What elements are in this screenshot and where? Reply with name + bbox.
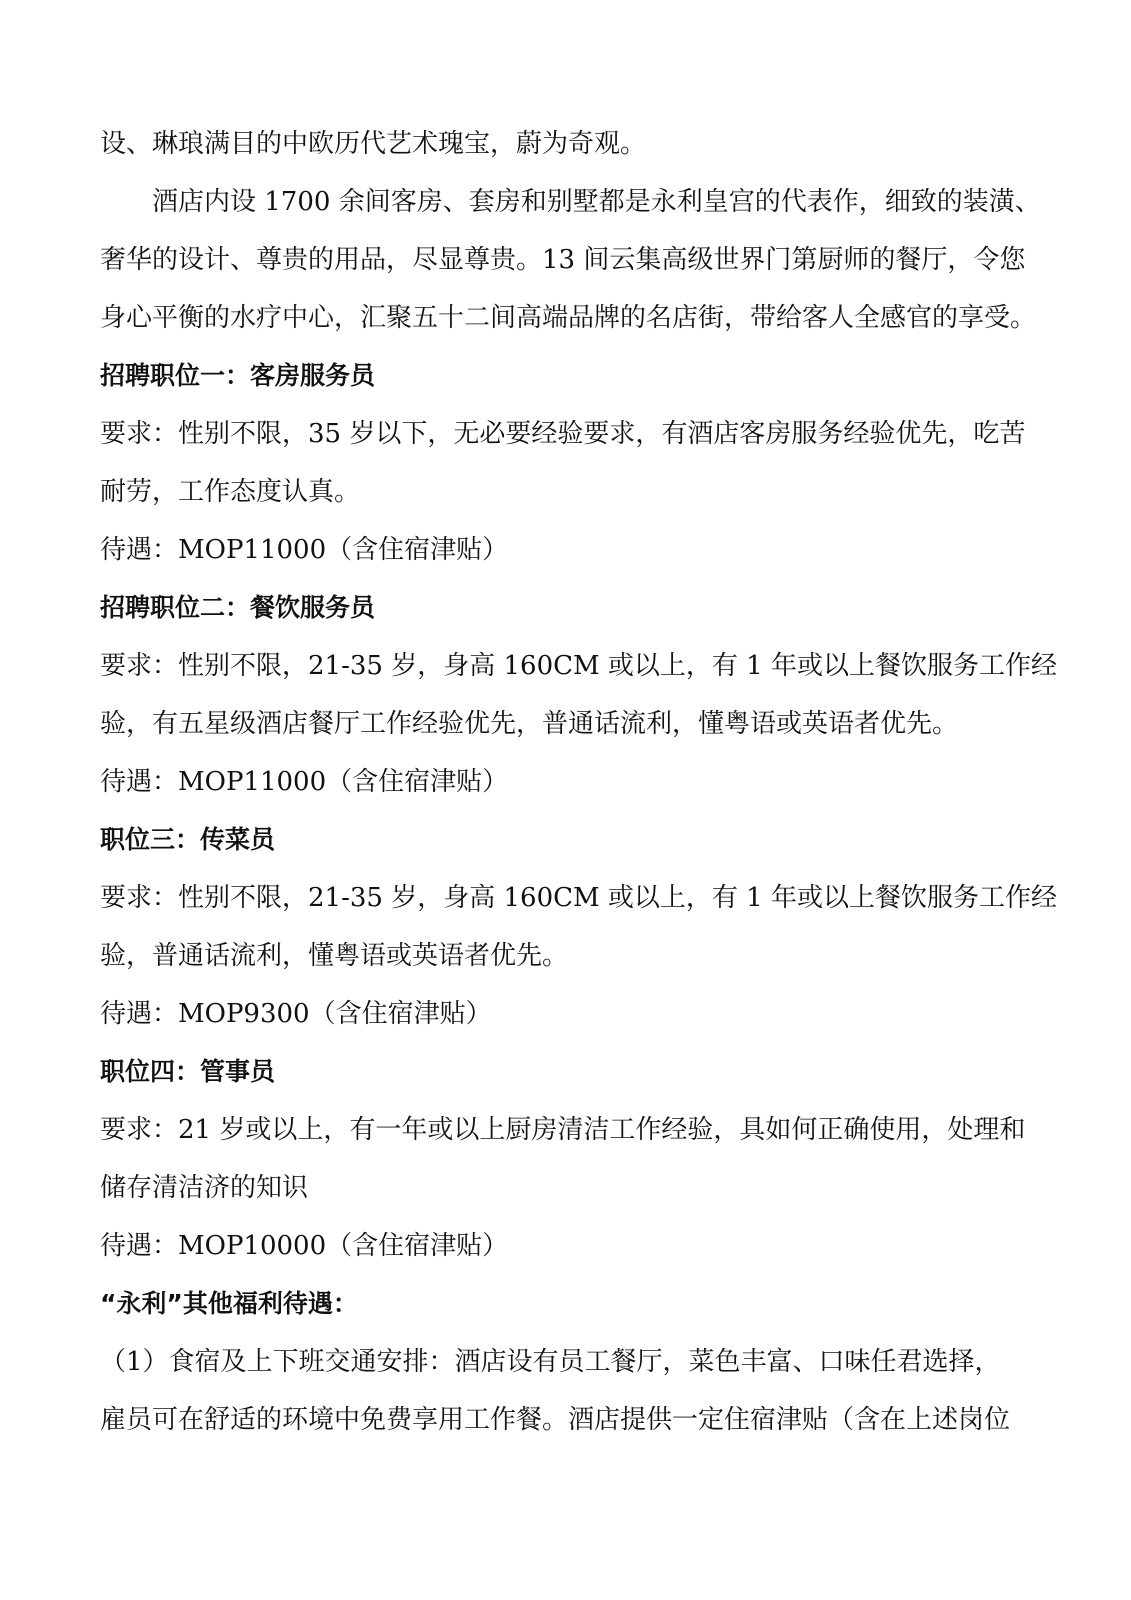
paragraph-line: 身心平衡的水疗中心，汇聚五十二间高端品牌的名店街，带给客人全感官的享受。 xyxy=(100,303,1037,333)
benefits-line: 雇员可在舒适的环境中免费享用工作餐。酒店提供一定住宿津贴（含在上述岗位 xyxy=(100,1405,1011,1435)
requirement-line: 储存清洁济的知识 xyxy=(100,1173,309,1203)
salary-line: 待遇：MOP11000（含住宿津贴） xyxy=(100,767,509,797)
requirement-line: 验，普通话流利，懂粤语或英语者优先。 xyxy=(100,941,569,971)
requirement-line: 要求：性别不限，21-35 岁，身高 160CM 或以上，有 1 年或以上餐饮服务工作经 xyxy=(100,651,1057,681)
paragraph-line: 设、琳琅满目的中欧历代艺术瑰宝，蔚为奇观。 xyxy=(100,129,647,159)
requirement-line: 要求：性别不限，35 岁以下，无必要经验要求，有酒店客房服务经验优先，吃苦 xyxy=(100,419,1026,449)
benefits-line: （1）食宿及上下班交通安排：酒店设有员工餐厅，菜色丰富、口味任君选择， xyxy=(100,1347,1001,1377)
section-heading: 招聘职位一：客房服务员 xyxy=(100,361,376,390)
paragraph-line: 奢华的设计、尊贵的用品，尽显尊贵。13 间云集高级世界门第厨师的餐厅，令您 xyxy=(100,245,1026,275)
section-heading: 职位三：传菜员 xyxy=(100,825,276,854)
section-heading: 招聘职位二：餐饮服务员 xyxy=(100,593,376,622)
requirement-line: 要求：21 岁或以上，有一年或以上厨房清洁工作经验，具如何正确使用，处理和 xyxy=(100,1115,1026,1145)
salary-line: 待遇：MOP9300（含住宿津贴） xyxy=(100,999,492,1029)
requirement-line: 要求：性别不限，21-35 岁，身高 160CM 或以上，有 1 年或以上餐饮服务工作经 xyxy=(100,883,1057,913)
section-heading: 职位四：管事员 xyxy=(100,1057,276,1086)
paragraph-line: 酒店内设 1700 余间客房、套房和别墅都是永利皇宫的代表作，细致的装潢、 xyxy=(152,187,1041,217)
salary-line: 待遇：MOP11000（含住宿津贴） xyxy=(100,535,509,565)
salary-line: 待遇：MOP10000（含住宿津贴） xyxy=(100,1231,509,1261)
requirement-line: 耐劳，工作态度认真。 xyxy=(100,477,361,507)
requirement-line: 验，有五星级酒店餐厅工作经验优先，普通话流利，懂粤语或英语者优先。 xyxy=(100,709,959,739)
benefits-heading: “永利”其他福利待遇： xyxy=(100,1289,358,1318)
